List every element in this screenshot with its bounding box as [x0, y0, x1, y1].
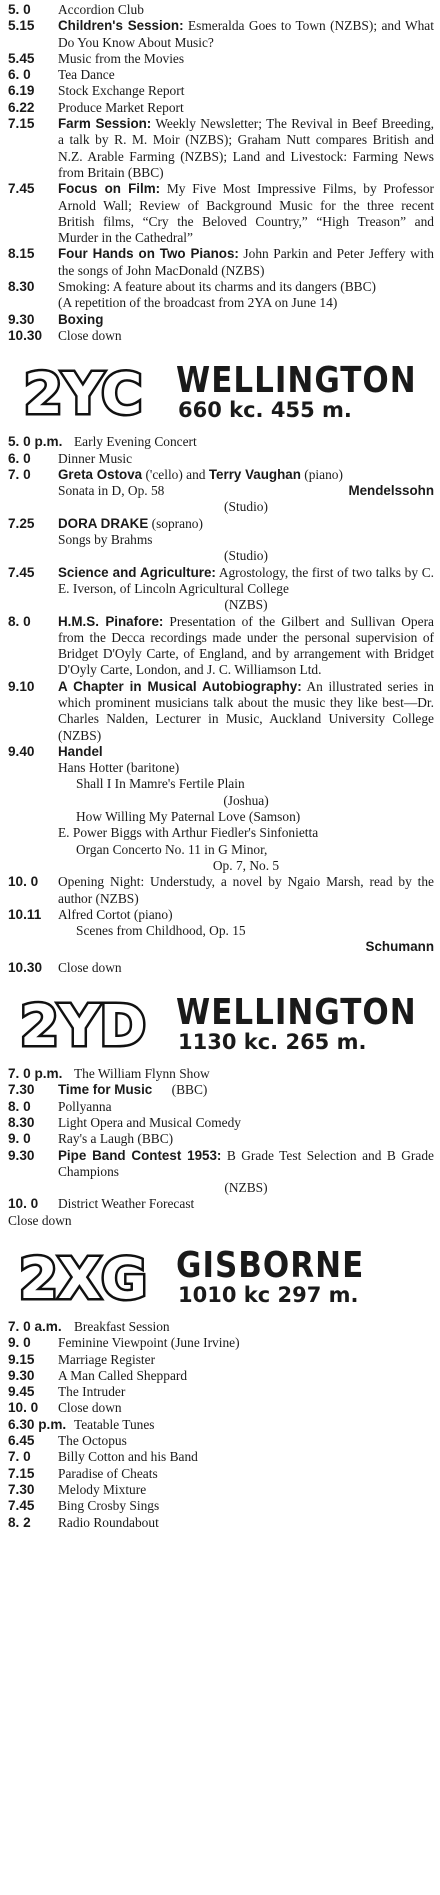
listing-time: 5. 0 — [8, 2, 31, 17]
listing-entry — [0, 1319, 440, 1335]
station-header-2yc — [0, 358, 440, 430]
listing-title: DORA DRAKE — [58, 515, 149, 531]
listing-time: 10.11 — [8, 906, 42, 922]
listing-text: Pollyanna — [58, 1098, 112, 1114]
listing-text: (soprano) — [151, 515, 203, 531]
listing-entry — [0, 1148, 440, 1197]
listing-studio: (Studio) — [224, 499, 268, 515]
callsign-text: 2XG — [18, 1249, 148, 1307]
listing-entry — [0, 1352, 440, 1368]
listing-title: Four Hands on Two Pianos: — [58, 246, 239, 262]
listing-text: Light Opera and Musical Comedy — [58, 1114, 241, 1130]
listing-text: Smoking: A feature about its charms and its dangers (BBC) — [58, 279, 376, 295]
listing-time: 9. 0 — [8, 1335, 31, 1351]
listing-entry — [0, 312, 440, 328]
listing-time: 5.45 — [8, 50, 35, 66]
listing-text: Radio Roundabout — [58, 1514, 159, 1530]
listing-entry — [0, 181, 440, 246]
listing-time: 7. 0 — [8, 466, 31, 482]
station-callsign-logo — [10, 996, 156, 1054]
listing-time: 7.30 — [8, 1481, 35, 1497]
listing-text: Close down — [58, 327, 122, 343]
listing-time: 5. 0 p.m. — [8, 434, 63, 450]
listing-text: Feminine Viewpoint (June Irvine) — [58, 1335, 240, 1351]
performer-line: E. Power Biggs with Arthur Fiedler's Sinfonietta — [58, 825, 319, 841]
listing-text: Esmeralda Goes to Town (NZBS); and What Do You Know About Music? — [58, 18, 434, 50]
listing-text: Close down — [8, 1212, 72, 1228]
listing-text: The Octopus — [58, 1433, 127, 1449]
listing-entry — [0, 18, 440, 51]
listing-entry — [0, 51, 440, 67]
listing-time: 10.30 — [8, 959, 43, 975]
listing-time: 6.30 p.m. — [8, 1416, 67, 1432]
listing-entry — [0, 1066, 440, 1082]
listing-title: Science and Agriculture: — [58, 564, 216, 580]
work-composer: Schumann — [365, 939, 434, 955]
listing-time: 7.45 — [8, 1498, 35, 1514]
listing-entry — [0, 1196, 440, 1229]
listing-time: 6. 0 — [8, 67, 31, 83]
callsign-text: 2YC — [23, 364, 143, 423]
work-composer: Mendelssohn — [348, 483, 434, 499]
listing-text: Bing Crosby Sings — [58, 1498, 160, 1514]
listing-time: 7.45 — [8, 181, 35, 197]
listing-time: 9.30 — [8, 311, 35, 327]
performer-line: Alfred Cortot (piano) — [58, 906, 173, 922]
listing-text: Produce Market Report — [58, 99, 184, 115]
listing-time: 9.45 — [8, 1384, 35, 1400]
work-line: Shall I In Mamre's Fertile Plain — [76, 776, 245, 792]
listing-text: Weekly Newsletter; The Revival in Beef Breeding, a talk by R. M. Moir (NZBS); Graham Nutt compares British and N.Z. Arable Farming (NZBS); Land and Livestock: Farming News from Britain (BBC) — [58, 116, 434, 180]
listing-text: An illustrated series in which prominent musicians talk about the music they like best—Dr. Charles Nalden, Lecturer in Music, Auckland University College (NZBS) — [58, 678, 435, 743]
listing-time: 7.15 — [8, 116, 35, 132]
listing-time: 9.10 — [8, 678, 35, 694]
listing-title: Handel — [58, 743, 103, 759]
listing-title: Focus on Film: — [58, 181, 161, 197]
listing-text: Accordion Club — [58, 2, 144, 17]
listing-entry — [0, 83, 440, 99]
station-frequency: 660 kc. 455 m. — [178, 398, 352, 423]
station-header-2yd — [0, 990, 440, 1062]
listing-entry — [0, 1082, 440, 1098]
listing-entry — [0, 1433, 440, 1449]
listing-entry — [0, 1449, 440, 1465]
listing-entry — [0, 1368, 440, 1384]
station-city: WELLINGTON — [176, 360, 417, 402]
listing-time: 8.30 — [8, 279, 35, 295]
listing-time: 8. 2 — [8, 1514, 31, 1530]
listing-text: Opening Night: Understudy, a novel by Ngaio Marsh, read by the author (NZBS) — [58, 874, 434, 906]
listing-text: Breakfast Session — [74, 1319, 170, 1334]
listing-text: Billy Cotton and his Band — [58, 1449, 198, 1465]
work-line: How Willing My Paternal Love (Samson) — [76, 809, 301, 825]
listing-time: 9.30 — [8, 1367, 35, 1383]
listing-text: Agrostology, the first of two talks by C. E. Iverson, of Lincoln Agricultural College — [58, 564, 434, 596]
listing-time: 8.30 — [8, 1114, 35, 1130]
work-source: (Joshua) — [223, 792, 269, 808]
work-title: Sonata in D, Op. 58 — [58, 483, 165, 499]
listing-text: Teatable Tunes — [74, 1416, 155, 1432]
top-section — [0, 0, 440, 344]
work-line: Organ Concerto No. 11 in G Minor, — [76, 841, 268, 857]
listing-title: Children's Session: — [58, 18, 184, 34]
listing-text: Early Evening Concert — [74, 434, 197, 450]
listing-time: 8.15 — [8, 246, 35, 262]
listing-text: District Weather Forecast — [58, 1196, 195, 1212]
listing-text: B Grade Test Selection and B Grade Champions — [58, 1147, 434, 1179]
listing-time: 6. 0 — [8, 450, 31, 466]
listing-text: ('cello) and — [145, 466, 206, 482]
listing-time: 8. 0 — [8, 1098, 31, 1114]
listing-text: My Five Most Impressive Films, by Professor Arnold Wall; Review of Background Music for the three recent British films, “Cry the Beloved Country,” “High Treason” and Murder in the Cathedral” — [58, 181, 434, 246]
listing-text: Music from the Movies — [58, 50, 185, 66]
listing-entry — [0, 1515, 440, 1531]
listing-time: 8. 0 — [8, 613, 31, 629]
listing-time: 10. 0 — [8, 1196, 39, 1212]
station-frequency: 1010 kc 297 m. — [178, 1283, 359, 1307]
listing-text: Marriage Register — [58, 1351, 156, 1367]
station-frequency: 1130 kc. 265 m. — [178, 1030, 367, 1055]
listing-entry — [0, 246, 440, 279]
listing-entry — [0, 1466, 440, 1482]
listing-entry — [0, 467, 440, 516]
section-2yd — [0, 1066, 440, 1229]
listing-entry — [0, 1115, 440, 1131]
listing-time: 7. 0 p.m. — [8, 1066, 63, 1082]
listing-time: 9.15 — [8, 1351, 35, 1367]
listing-time: 7. 0 — [8, 1449, 31, 1465]
listing-text: A Man Called Sheppard — [58, 1367, 188, 1383]
listing-entry — [0, 116, 440, 181]
section-2xg — [0, 1319, 440, 1531]
listing-work — [58, 483, 434, 499]
listing-title: A Chapter in Musical Autobiography: — [58, 678, 302, 694]
listing-time: 9. 0 — [8, 1131, 31, 1147]
listing-title: Pipe Band Contest 1953: — [58, 1147, 222, 1163]
listing-time: 9.30 — [8, 1147, 35, 1163]
listing-text: Stock Exchange Report — [58, 83, 185, 99]
listing-entry — [0, 679, 440, 744]
listing-entry — [0, 1400, 440, 1416]
callsign-graphic — [10, 1249, 156, 1307]
listing-entry — [0, 874, 440, 907]
listing-time: 7.15 — [8, 1465, 35, 1481]
station-city: GISBORNE — [176, 1245, 365, 1287]
listing-studio: (NZBS) — [224, 1180, 268, 1196]
callsign-text: 2YD — [20, 996, 146, 1055]
listing-text: Close down — [58, 1400, 122, 1416]
listing-text: The William Flynn Show — [74, 1066, 210, 1082]
listing-text: Melody Mixture — [58, 1481, 147, 1497]
listing-time: 7.45 — [8, 564, 35, 580]
listing-time: 10.30 — [8, 327, 43, 343]
section-2yc — [0, 434, 440, 976]
listing-title: Terry Vaughan — [208, 466, 301, 482]
work-line: Scenes from Childhood, Op. 15 — [76, 923, 246, 939]
listing-time: 7. 0 a.m. — [8, 1319, 62, 1334]
listing-title: Boxing — [58, 311, 104, 327]
listing-entry — [0, 434, 440, 450]
station-callsign-logo — [10, 1249, 156, 1307]
listing-time: 9.40 — [8, 743, 35, 759]
callsign-graphic — [10, 364, 156, 422]
listing-text: John Parkin and Peter Jeffery with the songs of John MacDonald (NZBS) — [58, 246, 434, 278]
work-opus: Op. 7, No. 5 — [212, 857, 280, 873]
listing-time: 10. 0 — [8, 874, 39, 890]
listing-text: (BBC) — [171, 1082, 208, 1098]
listing-work: Songs by Brahms — [58, 532, 153, 548]
listing-text: Dinner Music — [58, 450, 133, 466]
station-callsign-logo — [10, 364, 156, 422]
callsign-graphic — [10, 996, 156, 1054]
station-header-2xg — [0, 1243, 440, 1315]
listing-title: Time for Music — [58, 1082, 153, 1098]
listing-studio: (NZBS) — [224, 597, 268, 613]
listing-entry — [0, 1131, 440, 1147]
listing-entry — [0, 960, 440, 976]
listing-title: H.M.S. Pinafore: — [58, 613, 164, 629]
listing-text: The Intruder — [58, 1384, 126, 1400]
listing-entry — [0, 1417, 440, 1433]
listing-entry — [0, 565, 440, 614]
listing-entry — [0, 1099, 440, 1115]
listing-entry — [0, 614, 440, 679]
listing-time: 6.22 — [8, 99, 35, 115]
listing-studio: (Studio) — [224, 548, 268, 564]
listing-entry — [0, 744, 440, 874]
listing-entry — [0, 100, 440, 116]
listing-text: Tea Dance — [58, 67, 115, 83]
listing-text: Close down — [58, 959, 122, 975]
listing-time: 5.15 — [8, 18, 35, 34]
performer-line: Hans Hotter (baritone) — [58, 760, 180, 776]
listing-entry — [0, 2, 440, 18]
listing-time: 7.25 — [8, 515, 35, 531]
listing-text: Presentation of the Gilbert and Sullivan Opera from the Decca recordings made under the personal supervision of Bridget D'Oyly Carte, of England, and by arrangement with Bridget D'Oyly Carte, London, and J. C. Williamson Ltd. — [58, 613, 434, 678]
listing-title: Farm Session: — [58, 116, 152, 132]
listing-entry — [0, 279, 440, 312]
listing-text: Paradise of Cheats — [58, 1465, 158, 1481]
listing-entry — [0, 328, 440, 344]
listing-entry — [0, 907, 440, 956]
listing-entry — [0, 67, 440, 83]
listing-entry — [0, 516, 440, 565]
listing-time: 7.30 — [8, 1082, 35, 1098]
listing-time: 6.45 — [8, 1433, 35, 1449]
listing-text: (piano) — [304, 466, 343, 482]
listing-time: 6.19 — [8, 83, 35, 99]
listing-entry — [0, 451, 440, 467]
listing-time: 10. 0 — [8, 1400, 39, 1416]
listing-entry — [0, 1335, 440, 1351]
station-city: WELLINGTON — [176, 992, 417, 1034]
listing-entry — [0, 1482, 440, 1498]
listing-entry — [0, 1498, 440, 1514]
listing-note: (A repetition of the broadcast from 2YA on June 14) — [58, 295, 338, 311]
listing-title: Greta Ostova — [58, 466, 143, 482]
listing-text: Ray's a Laugh (BBC) — [58, 1131, 174, 1147]
listing-entry — [0, 1384, 440, 1400]
